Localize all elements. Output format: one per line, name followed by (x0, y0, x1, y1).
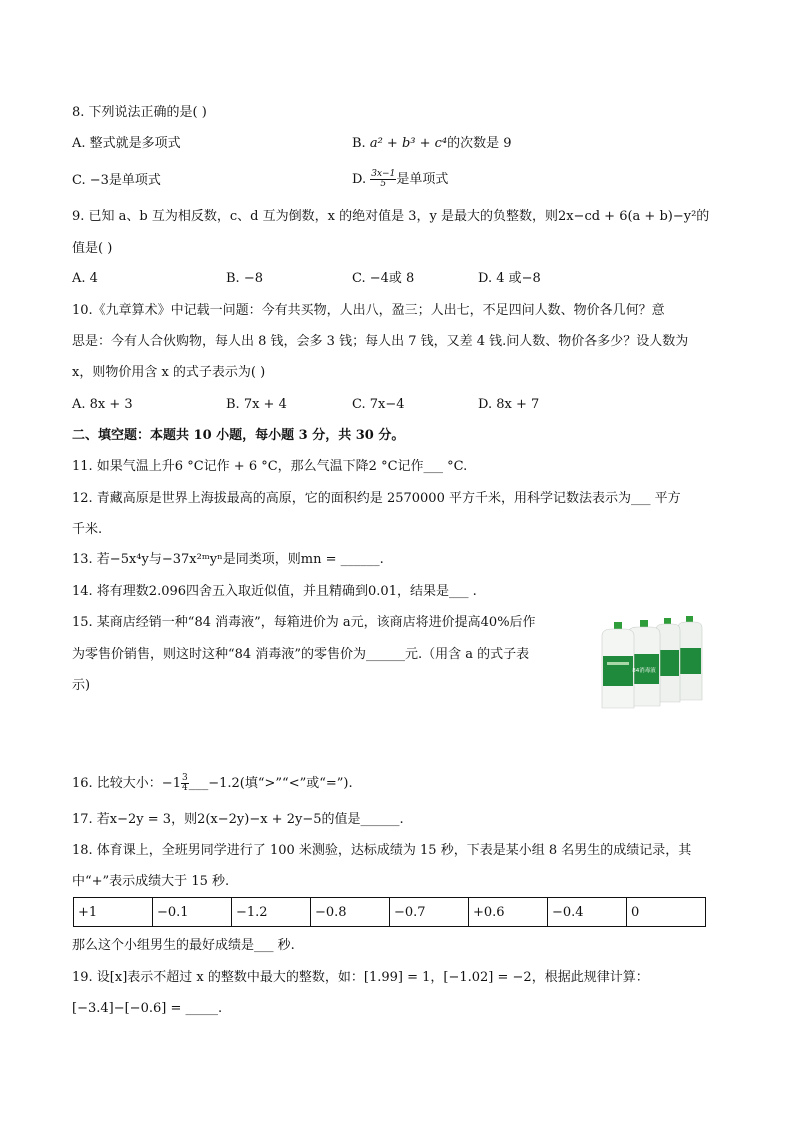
bottle-front-left (602, 622, 634, 708)
q8-option-a: A. 整式就是多项式 (72, 136, 181, 151)
q8-fraction: $\frac{3x-1}{5}$ (371, 169, 396, 189)
q9-line1: 9. 已知 a、b 互为相反数，c、d 互为倒数，x 的绝对值是 3，y 是最大的负整数，则2x−cd + 6(a + b)−y²的 (72, 209, 710, 224)
q10-option-d: D. 8x + 7 (478, 397, 540, 412)
q10-option-c: C. 7x−4 (352, 397, 405, 412)
q10-option-a: A. 8x + 3 (72, 397, 133, 412)
q9-option-a: A. 4 (72, 271, 98, 286)
q19-line1: 19. 设[x]表示不超过 x 的整数中最大的整数，如：[1.99] = 1，[−1.02] = −2，根据此规律计算： (72, 970, 649, 985)
q15-line2: 为零售价销售，则这时这种“84 消毒液”的零售价为______元.（用含 a 的式子表 (72, 647, 530, 662)
q10-line3: x，则物价用含 x 的式子表示为( ) (72, 365, 266, 380)
q16: 16. 比较大小：−1 $\frac{3}{4}$ ___−1.2(填“>”“<”或“=”). (72, 773, 353, 793)
q15-line1: 15. 某商店经销一种“84 消毒液”，每箱进价为 a元，该商店将进价提高40%后作 (72, 615, 536, 630)
q9-option-d: D. 4 或−8 (478, 271, 541, 286)
score-cell: −0.4 (548, 898, 627, 927)
q16-fraction: $\frac{3}{4}$ (181, 773, 188, 793)
score-cell: −0.8 (311, 898, 390, 927)
q11: 11. 如果气温上升6 °C记作 + 6 °C，那么气温下降2 °C记作___ °C. (72, 459, 468, 474)
score-cell: +0.6 (469, 898, 548, 927)
q8-option-c: C. −3是单项式 (72, 173, 161, 188)
score-cell: −0.7 (390, 898, 469, 927)
bottle-back-right (678, 616, 702, 700)
q13: 13. 若−5x⁴y与−37x²ᵐyⁿ是同类项，则mn = ______. (72, 552, 384, 567)
q10-line2: 思是：今有人合伙购物，每人出 8 钱，会多 3 钱；每人出 7 钱，又差 4 钱.问人数、物价各多少？设人数为 (72, 334, 689, 349)
scores-table (73, 897, 706, 927)
q9-option-b: B. −8 (226, 271, 263, 286)
disinfectant-bottles-image (598, 610, 718, 710)
q9-option-c: C. −4或 8 (352, 271, 415, 286)
q19-line2: [−3.4]−[−0.6] = _____. (72, 1001, 223, 1016)
score-cell: +1 (74, 898, 153, 927)
q10-line1: 10.《九章算术》中记载一问题：今有共买物，人出八，盈三；人出七，不足四问人数、物价各几何？意 (72, 303, 665, 318)
q8-option-b: B. a² + b³ + c⁴的次数是 9 (352, 136, 512, 151)
table-row (74, 898, 706, 927)
q8-option-d: D. $\frac{3x-1}{5}$ 是单项式 (352, 169, 449, 189)
q18-line2: 中“+”表示成绩大于 15 秒. (72, 874, 230, 889)
score-cell: 0 (627, 898, 706, 927)
q12-line2: 千米. (72, 522, 103, 537)
q18-after: 那么这个小组男生的最好成绩是___ 秒. (72, 938, 295, 953)
q12-line1: 12. 青藏高原是世界上海拔最高的高原，它的面积约是 2570000 平方千米，用科学记数法表示为___ 平方 (72, 491, 681, 506)
q8-stem: 8. 下列说法正确的是( ) (72, 105, 207, 120)
q14: 14. 将有理数2.096四舍五入取近似值，并且精确到0.01，结果是___ . (72, 584, 477, 599)
q9-line2: 值是( ) (72, 241, 113, 256)
score-cell: −0.1 (153, 898, 232, 927)
section-heading-fill-in: 二、填空题：本题共 10 小题，每小题 3 分，共 30 分。 (72, 428, 405, 443)
q18-line1: 18. 体育课上，全班男同学进行了 100 米测验，达标成绩为 15 秒，下表是某小组 8 名男生的成绩记录，其 (72, 843, 692, 858)
q15-line3: 示) (72, 678, 91, 693)
q17: 17. 若x−2y = 3，则2(x−2y)−x + 2y−5的值是______. (72, 812, 404, 827)
bottle-label-text: 84消毒液 (632, 668, 656, 674)
q10-option-b: B. 7x + 4 (226, 397, 287, 412)
score-cell: −1.2 (232, 898, 311, 927)
